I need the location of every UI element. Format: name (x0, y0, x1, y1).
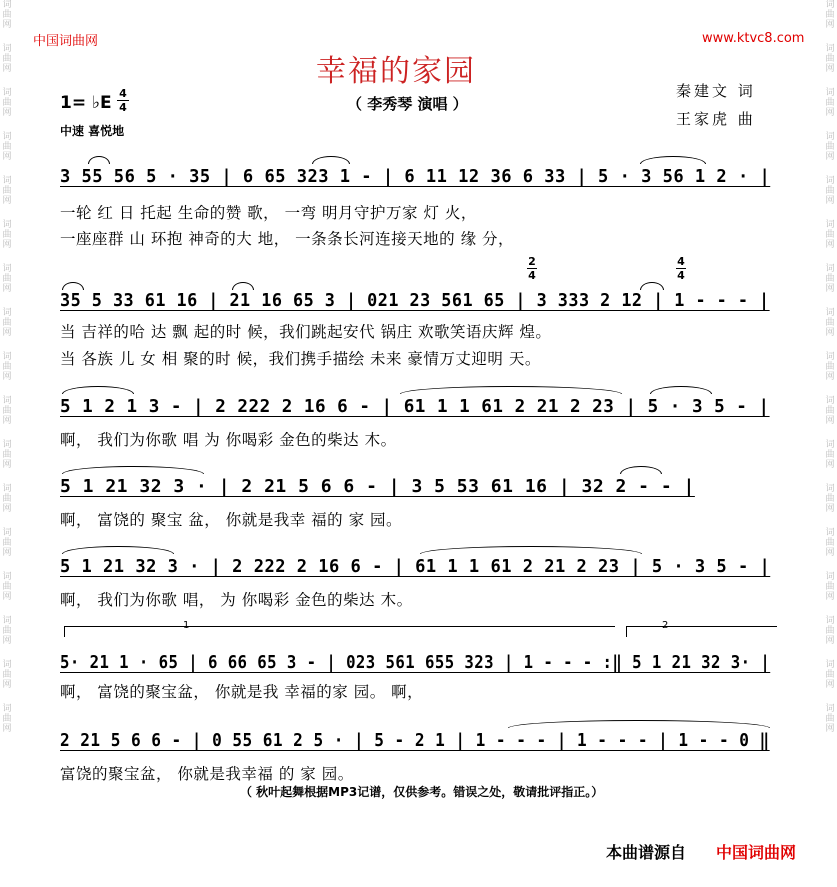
side-watermark-char: 曲 (2, 230, 12, 240)
side-watermark-char: 词 (2, 220, 12, 230)
side-watermark-char: 网 (825, 680, 835, 690)
lyric-line-3: 啊， 我们为你歌 唱 为 你喝彩 金色的柴达 木。 (60, 431, 397, 449)
side-watermark-char: 曲 (2, 450, 12, 460)
side-watermark-char: 曲 (2, 186, 12, 196)
side-watermark-char: 曲 (2, 54, 12, 64)
slur (88, 156, 110, 164)
side-watermark-char: 词 (825, 440, 835, 450)
side-watermark-char: 曲 (2, 406, 12, 416)
key-signature: 1= ♭E (60, 93, 112, 113)
side-watermark-char: 词 (825, 264, 835, 274)
side-watermark-char: 词 (825, 704, 835, 714)
time-change-2-4-top: 2 (528, 255, 536, 268)
time-signature-bottom: 4 (119, 101, 127, 114)
time-change-2-4 (527, 256, 537, 281)
side-watermark-char: 网 (825, 724, 835, 734)
side-watermark-char: 曲 (825, 274, 835, 284)
side-watermark-char: 网 (2, 636, 12, 646)
notation-line-4: 5 1 21 32 3 · | 2 21 5 6 6 - | 3 5 53 61 16 | 32 2 - - | (60, 476, 695, 497)
side-watermark-char: 曲 (825, 54, 835, 64)
side-watermark-char: 词 (825, 572, 835, 582)
side-watermark-char: 曲 (2, 362, 12, 372)
side-watermark-char: 曲 (825, 670, 835, 680)
side-watermark-char: 曲 (825, 10, 835, 20)
side-watermark-char: 网 (2, 64, 12, 74)
side-watermark-char: 词 (2, 484, 12, 494)
side-watermark-char: 词 (2, 308, 12, 318)
slur (420, 546, 642, 554)
side-watermark-char: 曲 (825, 494, 835, 504)
side-watermark-char: 词 (825, 44, 835, 54)
right-side-watermark (823, 0, 837, 887)
lyric-line-6: 啊， 富饶的聚宝盆， 你就是我 幸福的家 园。 啊， (60, 683, 424, 701)
side-watermark-char: 网 (825, 284, 835, 294)
side-watermark-char: 曲 (825, 538, 835, 548)
side-watermark-char: 网 (825, 636, 835, 646)
slur (508, 720, 770, 728)
slur (62, 386, 134, 394)
side-watermark-char: 词 (2, 528, 12, 538)
side-watermark-char: 词 (825, 88, 835, 98)
side-watermark-char: 曲 (825, 582, 835, 592)
time-change-4-4-bottom: 4 (677, 269, 685, 282)
top-right-watermark: www.ktvc8.com (702, 31, 805, 46)
side-watermark-char: 网 (825, 416, 835, 426)
side-watermark-char: 曲 (2, 318, 12, 328)
side-watermark-char: 网 (825, 504, 835, 514)
volta-label-1: 1 (183, 620, 190, 631)
side-watermark-char: 曲 (825, 714, 835, 724)
side-watermark-char: 词 (2, 44, 12, 54)
side-watermark-char: 网 (825, 108, 835, 118)
side-watermark-char: 网 (2, 548, 12, 558)
notation-line-7: 2 21 5 6 6 - | 0 55 61 2 5 · | 5 - 2 1 | 1 - - - | 1 - - - | 1 - - 0 ‖ (60, 730, 770, 751)
side-watermark-char: 词 (2, 616, 12, 626)
side-watermark-char: 曲 (2, 582, 12, 592)
side-watermark-char: 网 (825, 548, 835, 558)
lyric-line-4: 啊， 富饶的 聚宝 盆， 你就是我幸 福的 家 园。 (60, 511, 402, 529)
side-watermark-char: 词 (825, 0, 835, 10)
side-watermark-char: 词 (825, 176, 835, 186)
side-watermark-char: 词 (2, 352, 12, 362)
side-watermark-char: 曲 (825, 362, 835, 372)
side-watermark-char: 词 (2, 0, 12, 10)
lyric-line-1a: 一轮 红 日 托起 生命的赞 歌， 一弯 明月守护万家 灯 火， (60, 204, 477, 222)
side-watermark-char: 网 (825, 460, 835, 470)
slur (62, 282, 84, 290)
side-watermark-char: 网 (2, 504, 12, 514)
side-watermark-char: 网 (825, 592, 835, 602)
slur (640, 156, 706, 164)
side-watermark-char: 曲 (2, 714, 12, 724)
side-watermark-char: 词 (2, 660, 12, 670)
side-watermark-char: 网 (2, 240, 12, 250)
side-watermark-char: 词 (2, 440, 12, 450)
lyric-line-2a: 当 吉祥的哈 达 飘 起的时 候，我们跳起安代 锅庄 欢歌笑语庆辉 煌。 (60, 323, 552, 341)
side-watermark-char: 词 (825, 308, 835, 318)
lyric-line-5: 啊， 我们为你歌 唱， 为 你喝彩 金色的柴达 木。 (60, 591, 413, 609)
side-watermark-char: 词 (825, 616, 835, 626)
time-change-2-4-bottom: 4 (528, 269, 536, 282)
side-watermark-char: 曲 (825, 186, 835, 196)
song-subtitle: （ 李秀琴 演唱 ） (347, 95, 468, 113)
side-watermark-char: 词 (825, 352, 835, 362)
time-change-4-4 (676, 256, 686, 281)
footer-source-site: 中国词曲网 (716, 843, 797, 862)
side-watermark-char: 词 (825, 220, 835, 230)
tempo-marking: 中速 喜悦地 (60, 124, 125, 138)
lyric-line-1b: 一座座群 山 环抱 神奇的大 地， 一条条长河连接天地的 缘 分， (60, 230, 514, 248)
slur (62, 466, 204, 474)
side-watermark-char: 曲 (825, 230, 835, 240)
side-watermark-char: 词 (2, 264, 12, 274)
slur (312, 156, 350, 164)
side-watermark-char: 网 (2, 284, 12, 294)
side-watermark-char: 词 (825, 484, 835, 494)
side-watermark-char: 网 (825, 152, 835, 162)
side-watermark-char: 曲 (2, 626, 12, 636)
side-watermark-char: 网 (825, 64, 835, 74)
side-watermark-char: 曲 (2, 274, 12, 284)
side-watermark-char: 曲 (825, 98, 835, 108)
lyric-line-7: 富饶的聚宝盆， 你就是我幸福 的 家 园。 (60, 765, 354, 783)
side-watermark-char: 词 (2, 396, 12, 406)
side-watermark-char: 词 (2, 132, 12, 142)
side-watermark-char: 网 (2, 328, 12, 338)
time-change-4-4-top: 4 (677, 255, 685, 268)
side-watermark-char: 网 (825, 372, 835, 382)
side-watermark-char: 曲 (2, 494, 12, 504)
notation-line-5: 5 1 21 32 3 · | 2 222 2 16 6 - | 61 1 1 61 2 21 2 23 | 5 · 3 5 - | (60, 556, 771, 577)
song-title: 幸福的家园 (316, 54, 476, 89)
lyric-line-2b: 当 各族 儿 女 相 聚的时 候，我们携手描绘 未来 豪情万丈迎明 天。 (60, 350, 541, 368)
side-watermark-char: 词 (2, 572, 12, 582)
side-watermark-char: 曲 (825, 142, 835, 152)
side-watermark-char: 网 (825, 328, 835, 338)
slur (650, 386, 712, 394)
slur (232, 282, 254, 290)
volta-bracket-1 (64, 626, 615, 637)
side-watermark-char: 曲 (2, 538, 12, 548)
time-signature-top: 4 (119, 87, 127, 100)
side-watermark-char: 网 (2, 196, 12, 206)
side-watermark-char: 词 (2, 88, 12, 98)
footer-source-label: 本曲谱源自 (606, 843, 687, 862)
side-watermark-char: 词 (2, 176, 12, 186)
side-watermark-char: 网 (825, 20, 835, 30)
notation-line-3: 5 1 2 1 3 - | 2 222 2 16 6 - | 61 1 1 61 2 21 2 23 | 5 · 3 5 - | (60, 396, 770, 417)
notation-line-2: 35 5 33 61 16 | 21 16 65 3 | 021 23 561 65 | 3 333 2 12 | 1 - - - | (60, 290, 770, 311)
side-watermark-char: 网 (2, 460, 12, 470)
volta-bracket-2 (626, 626, 777, 637)
slur (640, 282, 664, 290)
side-watermark-char: 词 (825, 396, 835, 406)
lyricist-credit: 秦建文 词 (676, 82, 756, 100)
side-watermark-char: 曲 (825, 450, 835, 460)
side-watermark-char: 词 (825, 528, 835, 538)
side-watermark-char: 网 (2, 680, 12, 690)
composer-credit: 王家虎 曲 (676, 110, 756, 128)
notation-line-1: 3 55 56 5 · 35 | 6 65 323 1 - | 6 11 12 36 6 33 | 5 · 3 56 1 2 · | (60, 166, 771, 187)
side-watermark-char: 曲 (2, 142, 12, 152)
side-watermark-char: 网 (2, 108, 12, 118)
side-watermark-char: 网 (2, 592, 12, 602)
slur (62, 546, 174, 554)
volta-label-2: 2 (662, 620, 669, 631)
side-watermark-char: 网 (2, 372, 12, 382)
side-watermark-char: 曲 (2, 670, 12, 680)
side-watermark-char: 网 (2, 152, 12, 162)
side-watermark-char: 网 (825, 240, 835, 250)
left-side-watermark (0, 0, 14, 887)
side-watermark-char: 网 (2, 724, 12, 734)
side-watermark-char: 网 (825, 196, 835, 206)
side-watermark-char: 曲 (825, 406, 835, 416)
side-watermark-char: 曲 (2, 10, 12, 20)
side-watermark-char: 网 (2, 416, 12, 426)
side-watermark-char: 词 (2, 704, 12, 714)
slur (400, 386, 622, 394)
slur (620, 466, 662, 474)
top-left-watermark: 中国词曲网 (33, 34, 99, 49)
notation-line-6: 5· 21 1 · 65 | 6 66 65 3 - | 023 561 655 323 | 1 - - - :‖ 5 1 21 32 3· | (60, 652, 771, 673)
transcription-note: （ 秋叶起舞根据MP3记谱，仅供参考。错误之处，敬请批评指正。） (240, 785, 604, 799)
side-watermark-char: 曲 (825, 626, 835, 636)
side-watermark-char: 曲 (825, 318, 835, 328)
side-watermark-char: 词 (825, 660, 835, 670)
side-watermark-char: 曲 (2, 98, 12, 108)
side-watermark-char: 词 (825, 132, 835, 142)
side-watermark-char: 网 (2, 20, 12, 30)
time-signature (117, 88, 129, 113)
